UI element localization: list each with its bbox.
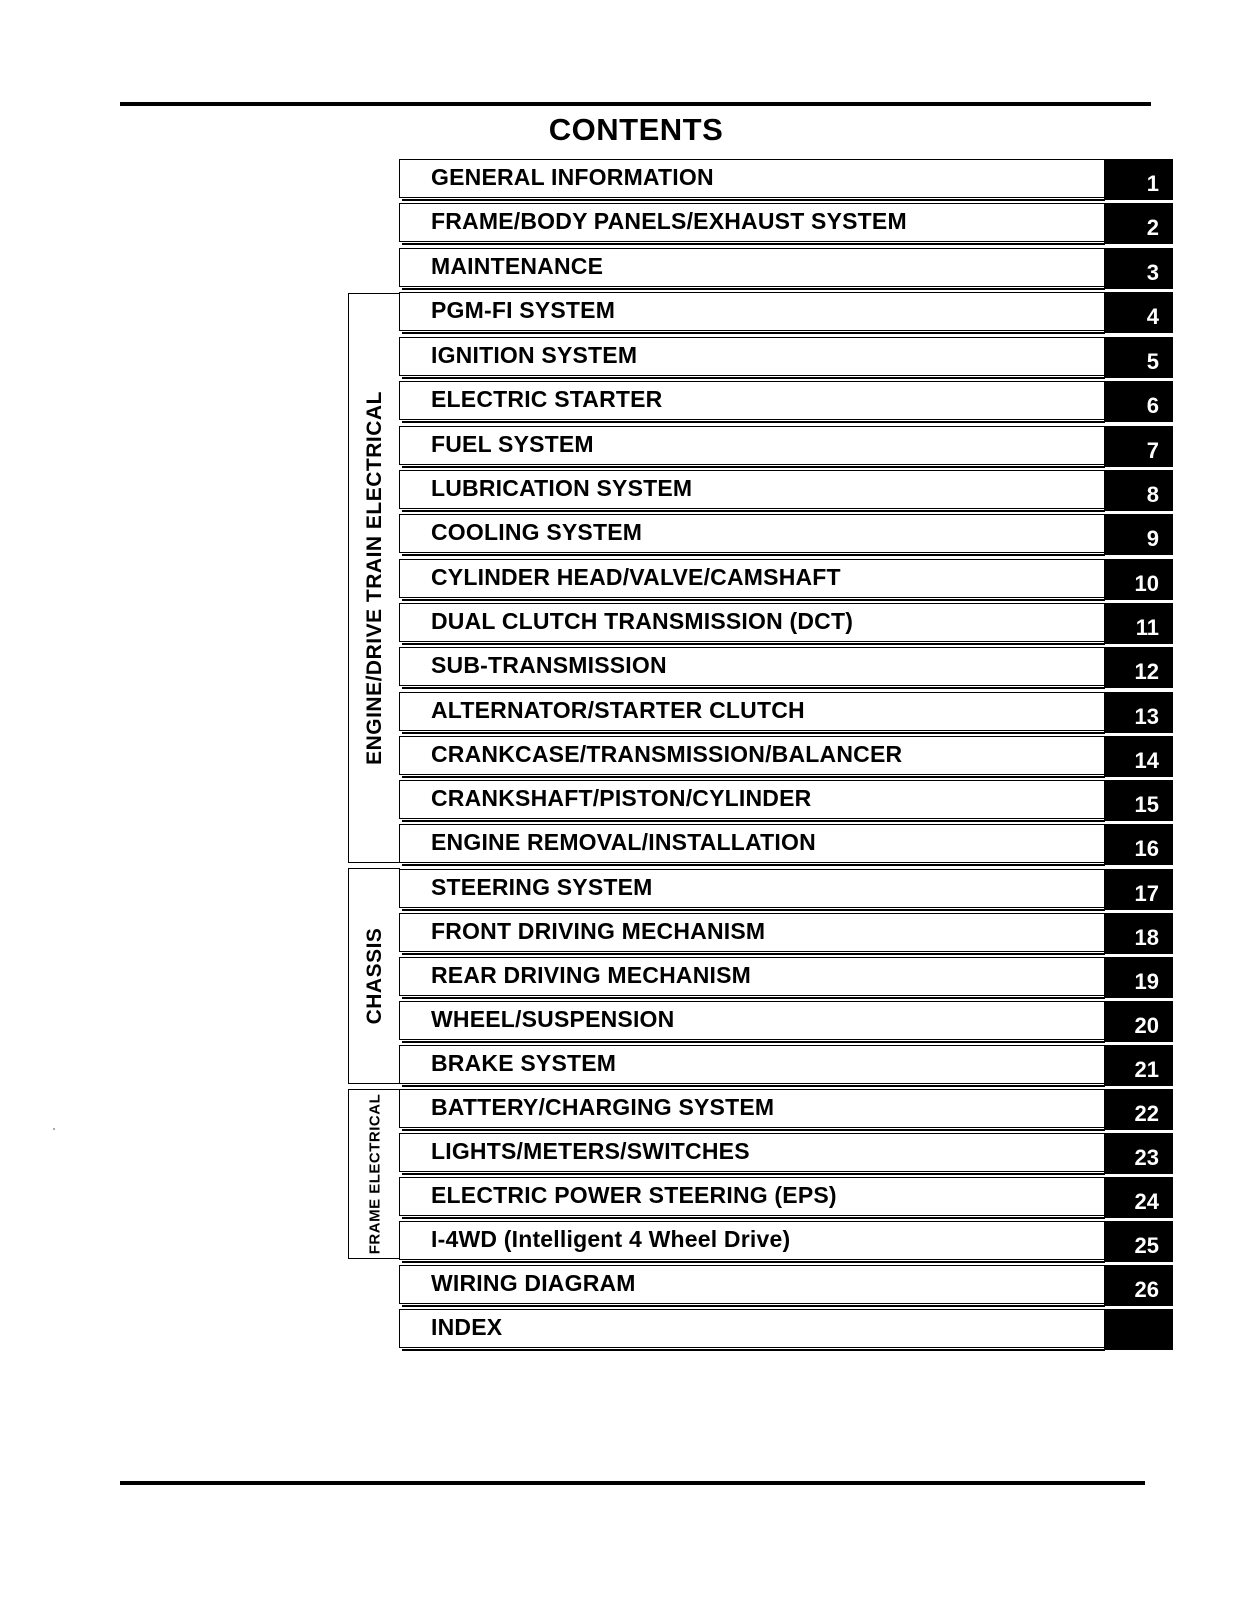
toc-item-label: IGNITION SYSTEM: [431, 342, 638, 368]
toc-item-electric-starter[interactable]: [399, 381, 1173, 420]
toc-item-label: PGM-FI SYSTEM: [431, 297, 616, 323]
toc-item-label: INDEX: [431, 1314, 503, 1340]
section-tab[interactable]: [1104, 824, 1173, 865]
toc-item-pgm-fi-system[interactable]: [399, 292, 1173, 331]
toc-item-label: BATTERY/CHARGING SYSTEM: [431, 1094, 775, 1120]
toc-label-box: [399, 159, 1105, 198]
scan-speck: [53, 1128, 55, 1130]
section-tab[interactable]: [1104, 337, 1173, 378]
toc-label-box: [399, 1309, 1105, 1348]
toc-item-crankshaft-piston-cylinder[interactable]: [399, 780, 1173, 819]
section-number: 20: [1134, 1013, 1159, 1038]
section-number: 11: [1135, 615, 1159, 640]
toc-label-box: [399, 1221, 1105, 1260]
toc-item-label: FUEL SYSTEM: [431, 431, 594, 457]
toc-item-steering-system[interactable]: [399, 869, 1173, 908]
section-number: 13: [1134, 704, 1159, 729]
toc-item-ignition-system[interactable]: [399, 337, 1173, 376]
toc-label-box: [399, 692, 1105, 731]
toc-item-cylinder-head-valve-camshaft[interactable]: [399, 559, 1173, 598]
toc-label-box: [399, 1133, 1105, 1172]
toc-item-label: LUBRICATION SYSTEM: [431, 475, 693, 501]
toc-label-box: [399, 292, 1105, 331]
toc-item-label: REAR DRIVING MECHANISM: [431, 962, 752, 988]
toc-label-box: [399, 559, 1105, 598]
section-tab[interactable]: [1104, 647, 1173, 688]
toc-item-wheel-suspension[interactable]: [399, 1001, 1173, 1040]
toc-item-label: SUB-TRANSMISSION: [431, 652, 667, 678]
section-number: 5: [1146, 349, 1159, 374]
section-number: 24: [1134, 1189, 1159, 1214]
toc-item-battery-charging-system[interactable]: [399, 1089, 1173, 1128]
toc-label-box: [399, 780, 1105, 819]
toc-label-box: [399, 337, 1105, 376]
group-engine-drive-train-electrical: [348, 293, 400, 863]
toc-label-box: [399, 381, 1105, 420]
section-number: 22: [1134, 1101, 1159, 1126]
toc-item-fuel-system[interactable]: [399, 426, 1173, 465]
toc-item-label: LIGHTS/METERS/SWITCHES: [431, 1138, 750, 1164]
section-number: 26: [1134, 1277, 1159, 1302]
section-tab[interactable]: [1104, 692, 1173, 733]
section-tab[interactable]: [1104, 869, 1173, 910]
toc-item-sub-transmission[interactable]: [399, 647, 1173, 686]
toc-item-label: ALTERNATOR/STARTER CLUTCH: [431, 697, 805, 723]
toc-item-label: COOLING SYSTEM: [431, 519, 643, 545]
section-tab[interactable]: [1104, 1265, 1173, 1306]
toc-item-wiring-diagram[interactable]: [399, 1265, 1173, 1304]
section-tab[interactable]: [1104, 1133, 1173, 1174]
toc-item-engine-removal-installation[interactable]: [399, 824, 1173, 863]
section-tab[interactable]: [1104, 292, 1173, 333]
toc-label-box: [399, 869, 1105, 908]
section-tab[interactable]: [1104, 957, 1173, 998]
toc-item-rear-driving-mechanism[interactable]: [399, 957, 1173, 996]
toc-label-box: [399, 824, 1105, 863]
group-label-engine: ENGINE/DRIVE TRAIN ELECTRICAL: [362, 391, 386, 765]
toc-item-frame-body-panels-exhaust-system[interactable]: [399, 203, 1173, 242]
section-tab[interactable]: [1104, 159, 1173, 200]
toc-label-box: [399, 1265, 1105, 1304]
section-tab[interactable]: [1104, 780, 1173, 821]
toc-item-label: ELECTRIC POWER STEERING (EPS): [431, 1182, 837, 1208]
top-rule: [120, 102, 1151, 106]
section-number: 23: [1134, 1145, 1159, 1170]
toc-label-box: [399, 248, 1105, 287]
toc-label-box: [399, 913, 1105, 952]
toc-item-label: GENERAL INFORMATION: [431, 164, 714, 190]
toc-item-label: FRAME/BODY PANELS/EXHAUST SYSTEM: [431, 208, 907, 234]
section-tab[interactable]: [1104, 248, 1173, 289]
toc-item-label: WIRING DIAGRAM: [431, 1270, 636, 1296]
toc-item-label: CYLINDER HEAD/VALVE/CAMSHAFT: [431, 564, 841, 590]
toc-label-box: [399, 203, 1105, 242]
section-tab[interactable]: [1104, 1177, 1173, 1218]
section-number: 4: [1146, 304, 1159, 329]
section-number: 8: [1146, 482, 1159, 507]
toc-item-dual-clutch-transmission[interactable]: [399, 603, 1173, 642]
section-number: 14: [1134, 748, 1159, 773]
section-number: 3: [1146, 260, 1159, 285]
section-number: 15: [1134, 792, 1159, 817]
toc-item-cooling-system[interactable]: [399, 514, 1173, 553]
section-tab[interactable]: [1104, 736, 1173, 777]
section-number: 18: [1134, 925, 1159, 950]
section-number: 19: [1134, 969, 1159, 994]
toc-item-label: ELECTRIC STARTER: [431, 386, 663, 412]
toc-item-front-driving-mechanism[interactable]: [399, 913, 1173, 952]
toc-item-i-4wd[interactable]: [399, 1221, 1173, 1260]
section-tab[interactable]: [1104, 514, 1173, 555]
toc-item-maintenance[interactable]: [399, 248, 1173, 287]
toc-item-label: BRAKE SYSTEM: [431, 1050, 617, 1076]
section-number: 9: [1146, 526, 1159, 551]
section-number: 2: [1146, 215, 1159, 240]
section-tab[interactable]: [1104, 470, 1173, 511]
toc-item-label: ENGINE REMOVAL/INSTALLATION: [431, 829, 816, 855]
section-tab[interactable]: [1104, 1309, 1173, 1350]
toc-label-box: [399, 1089, 1105, 1128]
toc-item-electric-power-steering[interactable]: [399, 1177, 1173, 1216]
toc-item-label: CRANKCASE/TRANSMISSION/BALANCER: [431, 741, 903, 767]
section-tab[interactable]: [1104, 381, 1173, 422]
toc-item-crankcase-transmission-balancer[interactable]: [399, 736, 1173, 775]
section-tab[interactable]: [1104, 603, 1173, 644]
toc-item-lights-meters-switches[interactable]: [399, 1133, 1173, 1172]
toc-item-general-information[interactable]: [399, 159, 1173, 198]
toc-label-box: [399, 1177, 1105, 1216]
toc-item-label: FRONT DRIVING MECHANISM: [431, 918, 766, 944]
toc-item-alternator-starter-clutch[interactable]: [399, 692, 1173, 731]
section-tab[interactable]: [1104, 203, 1173, 244]
section-tab[interactable]: [1104, 426, 1173, 467]
section-tab[interactable]: [1104, 913, 1173, 954]
toc-label-box: [399, 603, 1105, 642]
toc-label-box: [399, 957, 1105, 996]
section-number: 17: [1134, 881, 1159, 906]
toc-item-label: MAINTENANCE: [431, 253, 604, 279]
toc-label-box: [399, 1001, 1105, 1040]
section-tab[interactable]: [1104, 559, 1173, 600]
toc-label-box: [399, 514, 1105, 553]
toc-item-label: STEERING SYSTEM: [431, 874, 653, 900]
toc-item-index[interactable]: [399, 1309, 1173, 1348]
section-tab[interactable]: [1104, 1001, 1173, 1042]
toc-item-lubrication-system[interactable]: [399, 470, 1173, 509]
toc-item-label: WHEEL/SUSPENSION: [431, 1006, 675, 1032]
toc-label-box: [399, 426, 1105, 465]
toc-item-brake-system[interactable]: [399, 1045, 1173, 1084]
toc-item-label: CRANKSHAFT/PISTON/CYLINDER: [431, 785, 812, 811]
section-number: 21: [1134, 1057, 1159, 1082]
toc-item-label: DUAL CLUTCH TRANSMISSION (DCT): [431, 608, 854, 634]
section-number: 6: [1146, 393, 1159, 418]
group-label-frame-electrical: FRAME ELECTRICAL: [366, 1093, 383, 1255]
toc-item-label: I-4WD (Intelligent 4 Wheel Drive): [431, 1226, 791, 1252]
toc-label-box: [399, 470, 1105, 509]
group-frame-electrical: [348, 1089, 400, 1259]
section-tab[interactable]: [1104, 1045, 1173, 1086]
section-number: 16: [1134, 836, 1159, 861]
section-tab[interactable]: [1104, 1221, 1173, 1262]
section-number: 25: [1134, 1233, 1159, 1258]
section-number: 10: [1134, 571, 1159, 596]
bottom-rule: [120, 1481, 1145, 1485]
section-number: 1: [1146, 171, 1159, 196]
toc-label-box: [399, 647, 1105, 686]
toc-label-box: [399, 736, 1105, 775]
toc-label-box: [399, 1045, 1105, 1084]
section-number: 12: [1134, 659, 1159, 684]
group-label-chassis: CHASSIS: [362, 927, 386, 1025]
group-chassis: [348, 868, 400, 1084]
page-title: CONTENTS: [548, 112, 724, 147]
section-tab[interactable]: [1104, 1089, 1173, 1130]
section-number: 7: [1146, 438, 1159, 463]
